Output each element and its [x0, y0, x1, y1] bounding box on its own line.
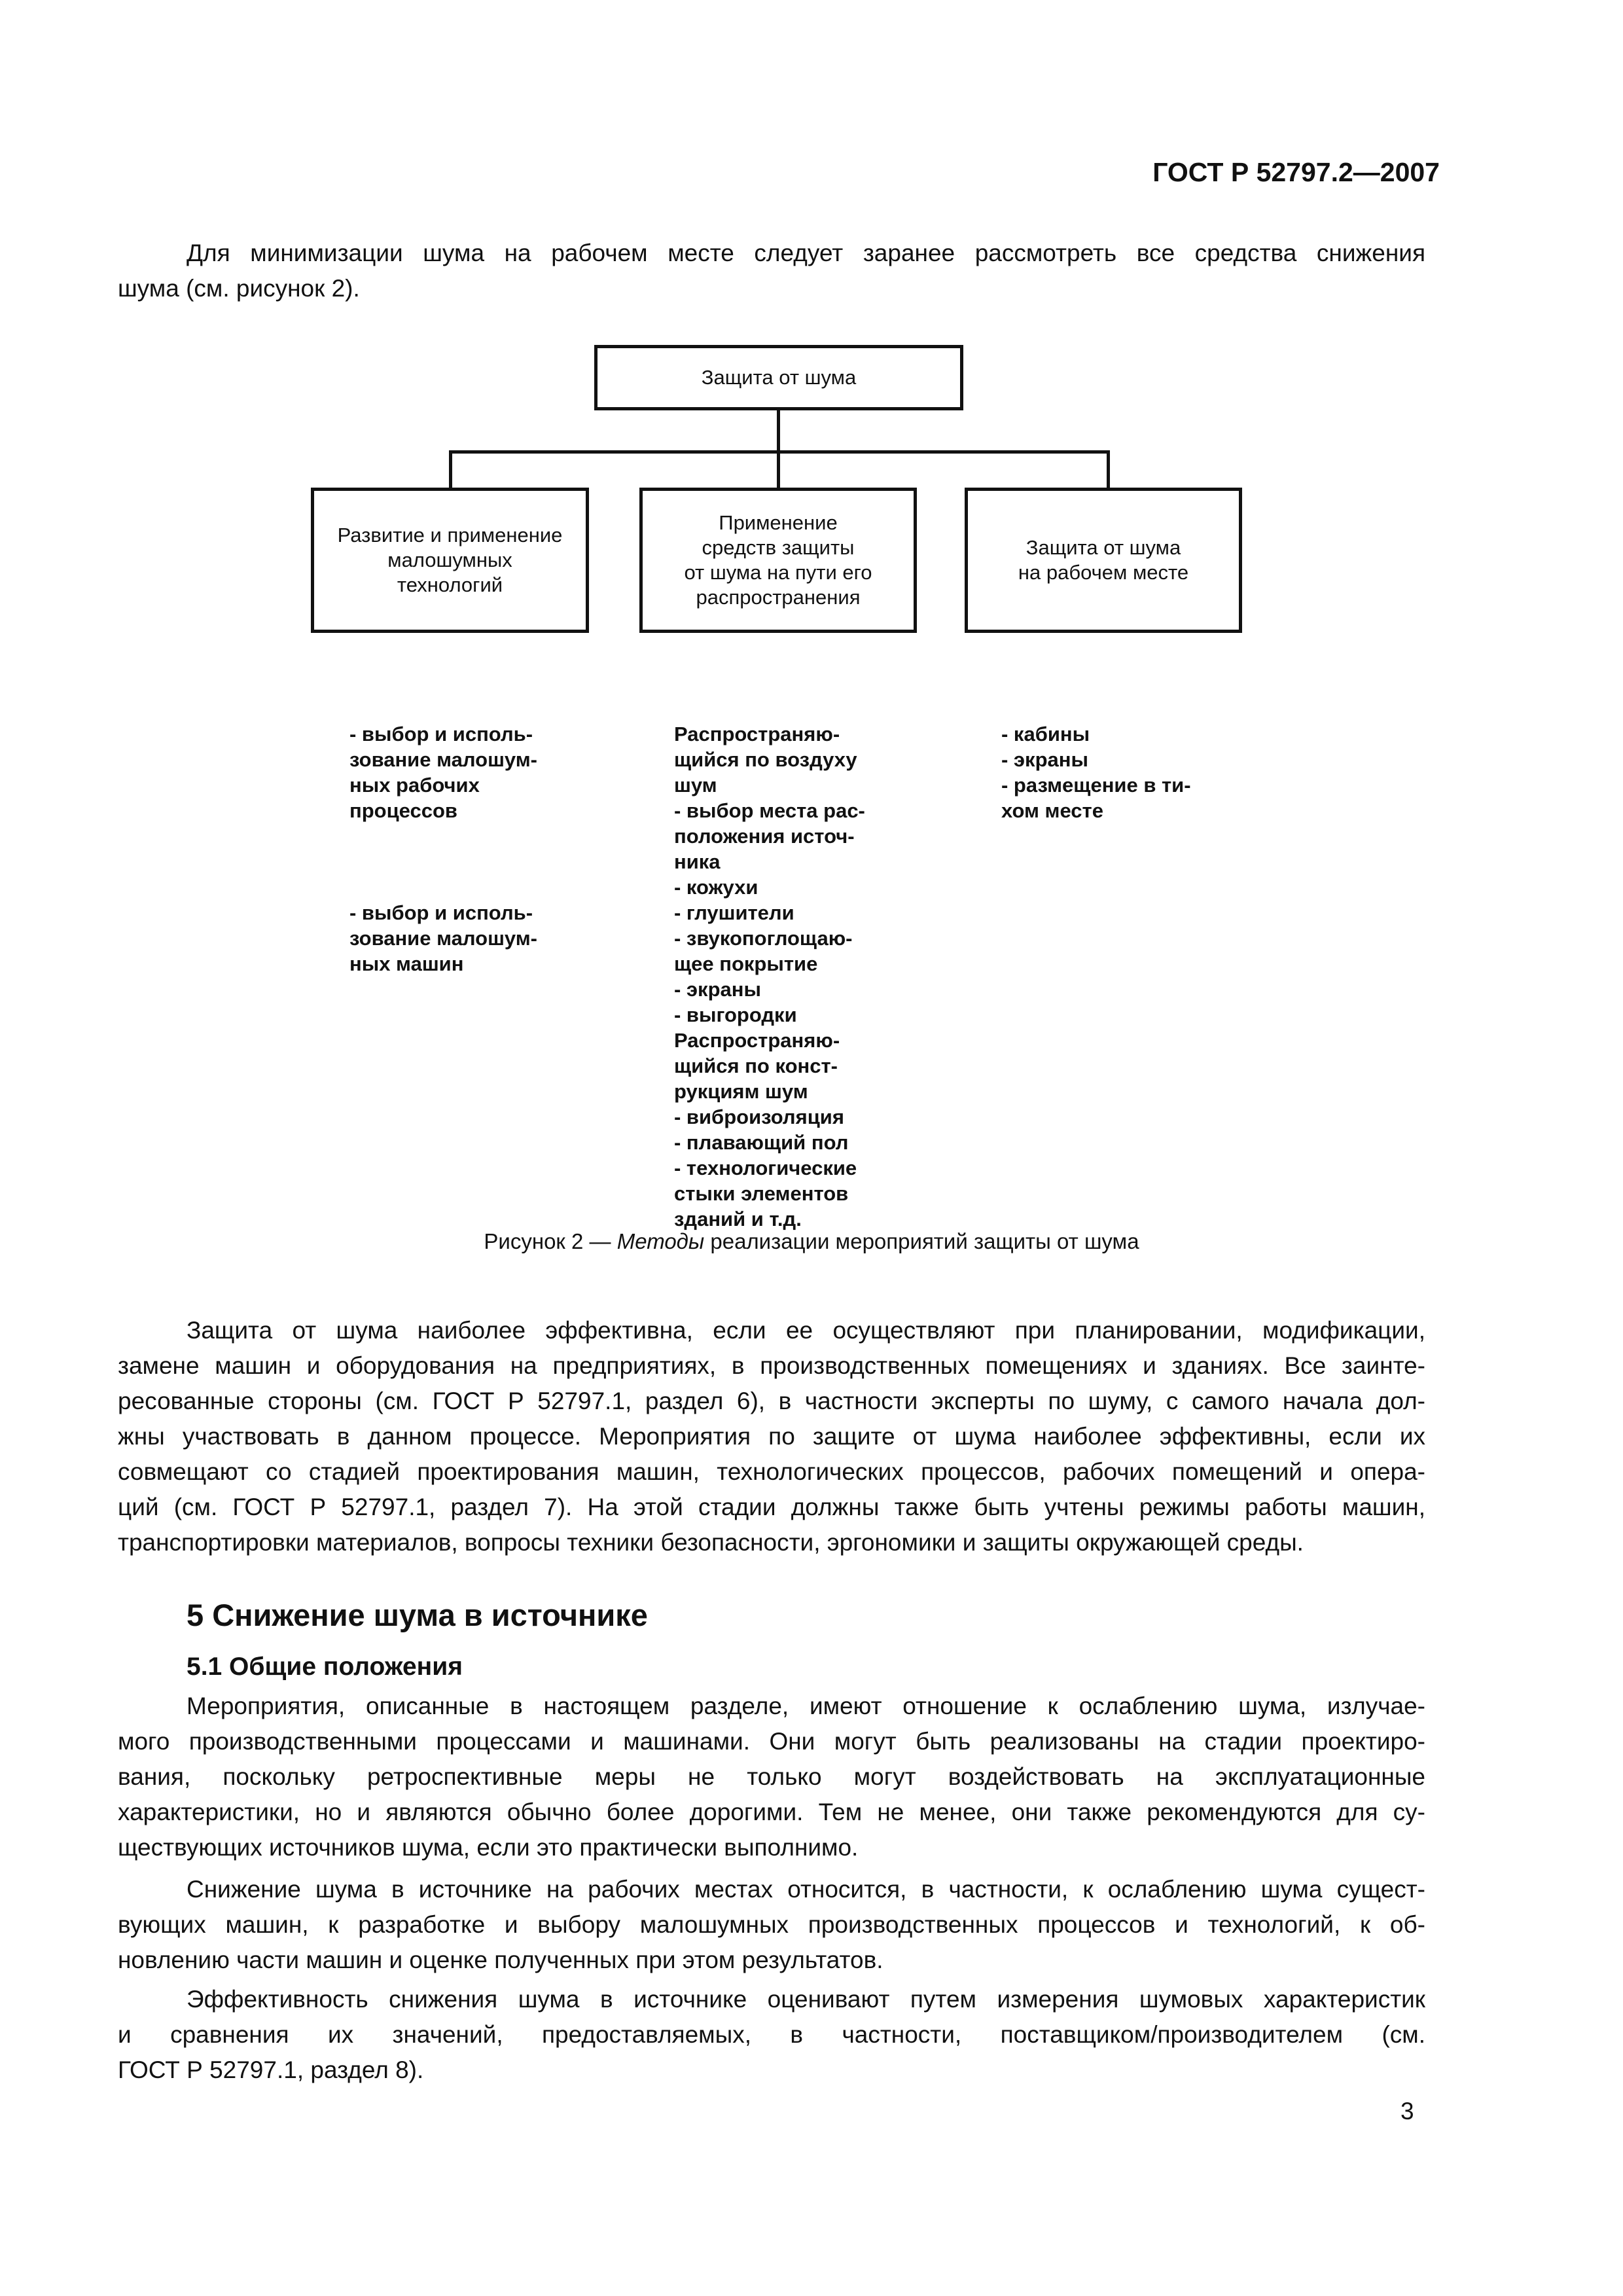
document-code: ГОСТ Р 52797.2—2007 — [1152, 157, 1440, 187]
page-number: 3 — [1400, 2098, 1414, 2125]
paragraph-5-1-a — [118, 1689, 1425, 1865]
section-heading: 5 Снижение шума в источнике — [187, 1598, 648, 1632]
list-item: Распространяю- щийся по воздуху шум - выбор места рас- положения источ- ника - кожухи - глушители - звукопоглощаю- щее покрытие - экраны - выгородки Распространяю- щийся по конст- рукциям шум - виброизоляция - плавающий пол - технологические стыки элементов зданий и т.д. — [674, 723, 865, 1230]
connector-line — [777, 450, 780, 490]
text-line: Эффективность снижения шума в источнике оценивают путем измерения шумовых характеристик — [187, 1986, 1425, 2013]
box-label: средств защиты — [702, 536, 855, 559]
connector-line — [1107, 450, 1110, 490]
measures-list-propagation — [674, 670, 865, 1283]
connector-line — [449, 450, 452, 490]
paragraph-5-1-c — [118, 1982, 1425, 2088]
box-propagation-path-protection — [639, 488, 917, 633]
text-line: Защита от шума наиболее эффективна, если ее осуществляют при планировании, модификации, — [187, 1317, 1425, 1344]
box-low-noise-technologies — [311, 488, 589, 633]
intro-paragraph — [118, 236, 1425, 306]
text-line: транспортировки материалов, вопросы техники безопасности, эргономики и защиты окружающей среды. — [118, 1529, 1304, 1556]
text-line: Для минимизации шума на рабочем месте следует заранее рассмотреть все средства снижения — [187, 240, 1425, 266]
text-line: вания, поскольку ретроспективные меры не только могут воздействовать на эксплуатационные — [118, 1763, 1425, 1790]
root-box-noise-protection — [594, 345, 963, 410]
text-line: шума (см. рисунок 2). — [118, 275, 360, 302]
subsection-heading: 5.1 Общие положения — [187, 1653, 463, 1681]
paragraph-5-1-b — [118, 1872, 1425, 1978]
list-item: - выбор и исполь- зование малошум- ных машин — [349, 901, 538, 975]
paragraph-noise-protection — [118, 1313, 1425, 1560]
text-line: новлению части машин и оценке полученных при этом результатов. — [118, 1946, 883, 1973]
text-line: и сравнения их значений, предоставляемых, в частности, поставщиком/производителем (см. — [118, 2021, 1425, 2048]
caption-italic: Методы — [616, 1229, 705, 1253]
measures-list-workplace — [1001, 670, 1191, 874]
figure-caption — [0, 1229, 1623, 1254]
caption-prefix: Рисунок 2 — — [484, 1229, 617, 1253]
box-label: Применение — [719, 511, 838, 534]
box-label: технологий — [397, 573, 503, 596]
measures-list-technologies — [349, 670, 537, 1028]
text-line: замене машин и оборудования на предприятиях, в производственных помещениях и зданиях. Все заинте- — [118, 1352, 1425, 1379]
text-line: совмещают со стадией проектирования машин, технологических процессов, рабочих помещений и опера- — [118, 1458, 1425, 1485]
list-item: - кабины - экраны - размещение в ти- хом месте — [1001, 723, 1191, 822]
text-line: жны участвовать в данном процессе. Мероприятия по защите от шума наиболее эффективны, если их — [118, 1423, 1425, 1450]
text-line: Снижение шума в источнике на рабочих местах относится, в частности, к ослаблению шума сущест- — [187, 1876, 1425, 1903]
box-label: на рабочем месте — [1018, 561, 1189, 584]
text-line: характеристики, но и являются обычно более дорогими. Тем не менее, они также рекомендуются для су- — [118, 1799, 1425, 1825]
box-label: малошумных — [387, 548, 512, 571]
connector-line — [777, 410, 780, 452]
text-line: ций (см. ГОСТ Р 52797.1, раздел 7). На этой стадии должны также быть учтены режимы работы машин, — [118, 1494, 1425, 1520]
box-label: Защита от шума — [1026, 536, 1181, 559]
text-line: ресованные стороны (см. ГОСТ Р 52797.1, раздел 6), в частности эксперты по шуму, с самого начала дол- — [118, 1388, 1425, 1414]
text-line: ществующих источников шума, если это практически выполнимо. — [118, 1834, 859, 1861]
box-label: распространения — [696, 586, 861, 609]
box-workplace-protection — [965, 488, 1242, 633]
text-line: мого производственными процессами и машинами. Они могут быть реализованы на стадии проектиро- — [118, 1728, 1425, 1755]
box-label: Защита от шума — [701, 366, 857, 389]
caption-suffix: реализации мероприятий защиты от шума — [704, 1229, 1139, 1253]
list-item: - выбор и исполь- зование малошум- ных рабочих процессов — [349, 723, 538, 822]
text-line: вующих машин, к разработке и выбору малошумных производственных процессов и технологий, к об- — [118, 1911, 1425, 1938]
box-label: Развитие и применение — [337, 524, 563, 547]
text-line: Мероприятия, описанные в настоящем разделе, имеют отношение к ослаблению шума, излучае- — [187, 1693, 1425, 1719]
box-label: от шума на пути его — [684, 561, 872, 584]
text-line: ГОСТ Р 52797.1, раздел 8). — [118, 2056, 424, 2083]
